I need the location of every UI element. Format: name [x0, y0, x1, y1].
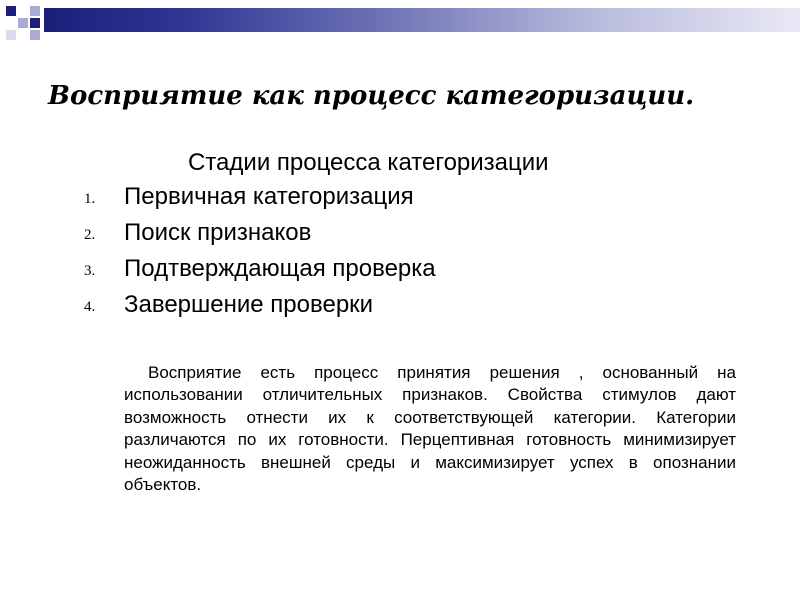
- decorative-header-band: [0, 0, 800, 46]
- decor-square: [6, 6, 16, 16]
- stage-label: Поиск признаков: [124, 219, 312, 246]
- slide-title: Восприятие как процесс категоризации.: [48, 81, 695, 111]
- description-paragraph: Восприятие есть процесс принятия решения , основанный на использовании отличительных признаков. Свойства стимулов дают возможность отнести их к соответствующей категории. Категории различаются по их готовности. Перцептивная готовность минимизирует неожиданность внешней среды и максимизирует успех в опознании объектов.: [124, 363, 736, 495]
- stage-label: Подтверждающая проверка: [124, 255, 436, 282]
- stages-heading: Стадии процесса категоризации: [188, 149, 549, 176]
- stage-number: 1.: [84, 191, 96, 207]
- decor-square: [18, 18, 28, 28]
- decor-square: [6, 30, 16, 40]
- decor-square: [30, 30, 40, 40]
- stage-label: Первичная категоризация: [124, 183, 414, 210]
- stage-number: 4.: [84, 299, 96, 315]
- stage-number: 2.: [84, 227, 96, 243]
- stage-number: 3.: [84, 263, 96, 279]
- gradient-stripe: [44, 8, 800, 32]
- stage-label: Завершение проверки: [124, 291, 374, 318]
- decor-square: [30, 18, 40, 28]
- decor-square: [30, 6, 40, 16]
